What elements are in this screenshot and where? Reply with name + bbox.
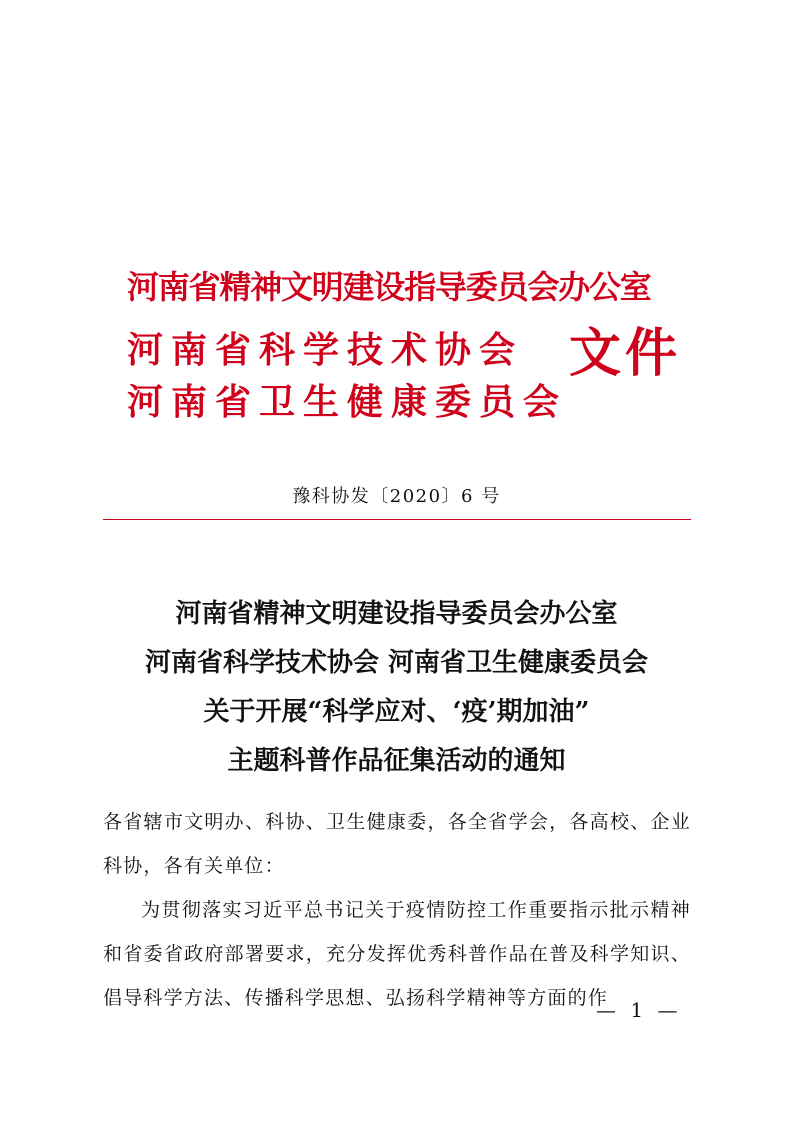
title-line-4: 主题科普作品征集活动的通知 xyxy=(227,746,566,776)
page-number: — 1 — xyxy=(596,998,682,1022)
issuing-org-3: 河南省卫生健康委员会 xyxy=(127,381,568,423)
issuing-org-2: 河南省科学技术协会 xyxy=(127,329,524,371)
title-line-3: 关于开展“科学应对、‘疫’期加油” xyxy=(203,697,590,727)
document-title xyxy=(0,590,793,786)
title-line-2: 河南省科学技术协会 河南省卫生健康委员会 xyxy=(144,648,649,678)
red-divider xyxy=(103,519,691,520)
document-type-label: 文件 xyxy=(569,323,682,384)
title-line-1: 河南省精神文明建设指导委员会办公室 xyxy=(175,599,618,629)
document-body xyxy=(103,800,691,1020)
document-number: 豫科协发〔2020〕6 号 xyxy=(292,486,501,507)
issuing-org-1: 河南省精神文明建设指导委员会办公室 xyxy=(127,268,651,306)
salutation: 各省辖市文明办、科协、卫生健康委，各全省学会，各高校、企业科协，各有关单位： xyxy=(103,811,691,877)
body-paragraph: 为贯彻落实习近平总书记关于疫情防控工作重要指示批示精神和省委省政府部署要求，充分发挥优秀科普作品在普及科学知识、倡导科学方法、传播科学思想、弘扬科学精神等方面的作 xyxy=(103,899,691,1009)
